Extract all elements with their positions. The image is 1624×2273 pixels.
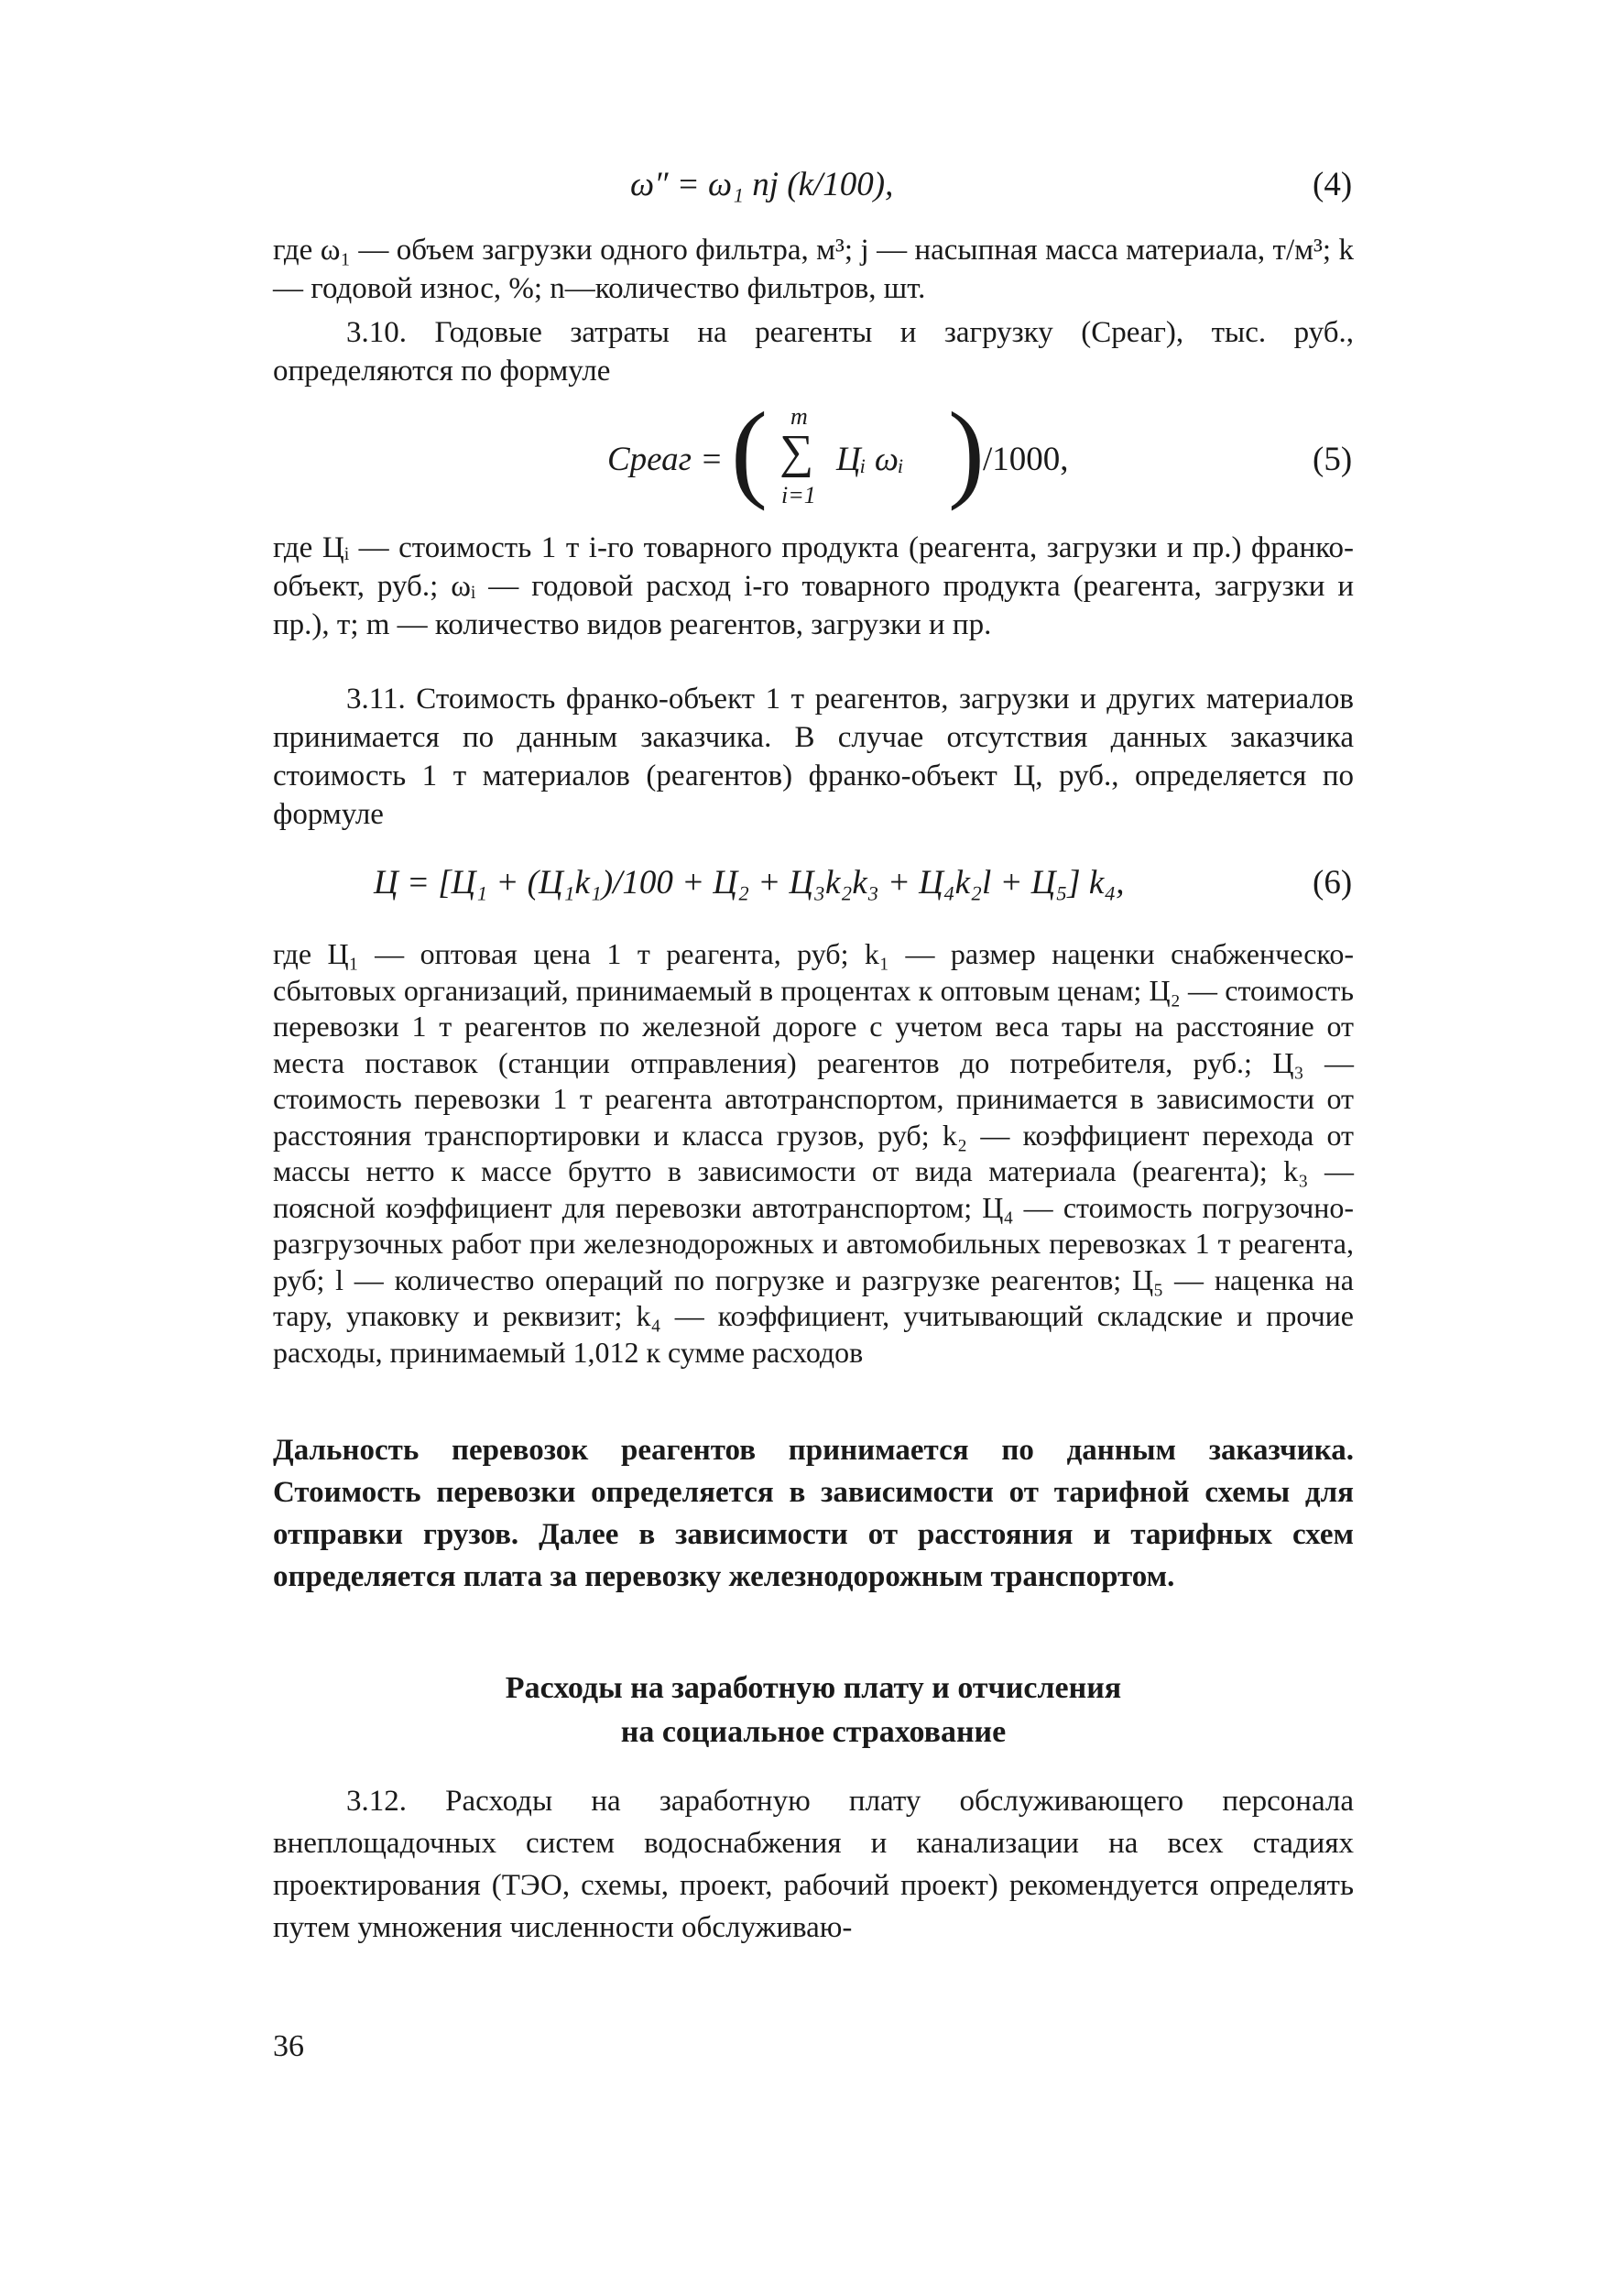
formula-5-body: Цᵢ ωᵢ (836, 441, 904, 478)
paragraph-c1-definition: где Ц₁ — оптовая цена 1 т реагента, руб; k₁ — размер наценки снабженческо-сбытовых организаций, принимаемый в процентах к оптовым ценам; Ц₂ — стоимость перевозки 1 т реагентов по железной дороге с учетом веса тары на расстояние от места поставок (станции отправления) реагентов до потребителя, руб.; Ц₃ — стоимость перевозки 1 т реагента автотранспортом, принимается в зависимости от расстояния транспортировки и класса грузов, руб; k₂ — коэффициент перехода от массы нетто к массе брутто в зависимости от вида материала (реагента); k₃ — поясной коэффициент для перевозки автотранспортом; Ц₄ — стоимость погрузочно-разгрузочных работ при железнодорожных и автомобильных перевозках 1 т реагента, руб; l — количество операций по погрузке и разгрузке реагентов; Ц₅ — наценка на тару, упаковку и реквизит; k₄ — коэффициент, учитывающий складские и прочие расходы, принимаемый 1,012 к сумме расходов (273, 937, 1354, 1369)
formula-5-left-paren: ( (731, 389, 768, 511)
paragraph-omega-definition: где ω₁ — объем загрузки одного фильтра, м³; j — насыпная масса материала, т/м³; k — годовой износ, %; n—количество фильтров, шт. (273, 234, 1354, 305)
formula-4: ω″ = ω₁ nj (k/100), (630, 166, 894, 203)
document-page (273, 0, 1354, 2273)
formula-6-number: (6) (1313, 864, 1353, 902)
formula-5-tail: /1000, (983, 441, 1069, 478)
section-heading-line-1: Расходы на заработную плату и отчисления (505, 1671, 1122, 1705)
paragraph-transport-distance: Дальность перевозок реагентов принимается по данным заказчика. Стоимость перевозки определяется в зависимости от тарифной схемы для отправки грузов. Далее в зависимости от расстояния и тарифных схем определяется плата за перевозку железнодорожным транспортом. (273, 1434, 1354, 1593)
formula-5 (607, 389, 1102, 515)
formula-5-lhs: Cреаг = (607, 441, 724, 478)
paragraph-3-11: 3.11. Стоимость франко-объект 1 т реагентов, загрузки и других материалов принимается по данным заказчика. В случае отсутствия данных заказчика стоимость 1 т материалов (реагентов) франко-объект Ц, руб., определяется по формуле (273, 683, 1354, 831)
page-number: 36 (273, 2029, 304, 2063)
formula-6: Ц = [Ц₁ + (Ц₁k₁)/100 + Ц₂ + Ц₃k₂k₃ + Ц₄k₂l + Ц₅] k₄, (374, 864, 1125, 902)
section-heading-line-2: на социальное страхование (620, 1715, 1007, 1749)
paragraph-ci-definition: где Цᵢ — стоимость 1 т i-го товарного продукта (реагента, загрузки и пр.) франко-объект, руб.; ωᵢ — годовой расход i-го товарного продукта (реагента, загрузки и пр.), т; m — количество видов реагентов, загрузки и пр. (273, 531, 1354, 641)
formula-4-number: (4) (1313, 166, 1353, 203)
formula-5-sum-sign: ∑ (779, 426, 814, 478)
paragraph-3-12: 3.12. Расходы на заработную плату обслуживающего персонала внеплощадочных систем водоснабжения и канализации на всех стадиях проектирования (ТЭО, схемы, проект, рабочий проект) рекомендуется определять путем умножения численности обслуживаю- (273, 1785, 1354, 1944)
formula-5-sum-lower: i=1 (781, 482, 816, 508)
formula-5-right-paren: ) (948, 389, 985, 511)
paragraph-3-10: 3.10. Годовые затраты на реагенты и загрузку (Cреаг), тыс. руб., определяются по формуле (273, 316, 1354, 388)
formula-5-number: (5) (1313, 441, 1353, 478)
formula-5-sum-upper: m (790, 403, 808, 430)
